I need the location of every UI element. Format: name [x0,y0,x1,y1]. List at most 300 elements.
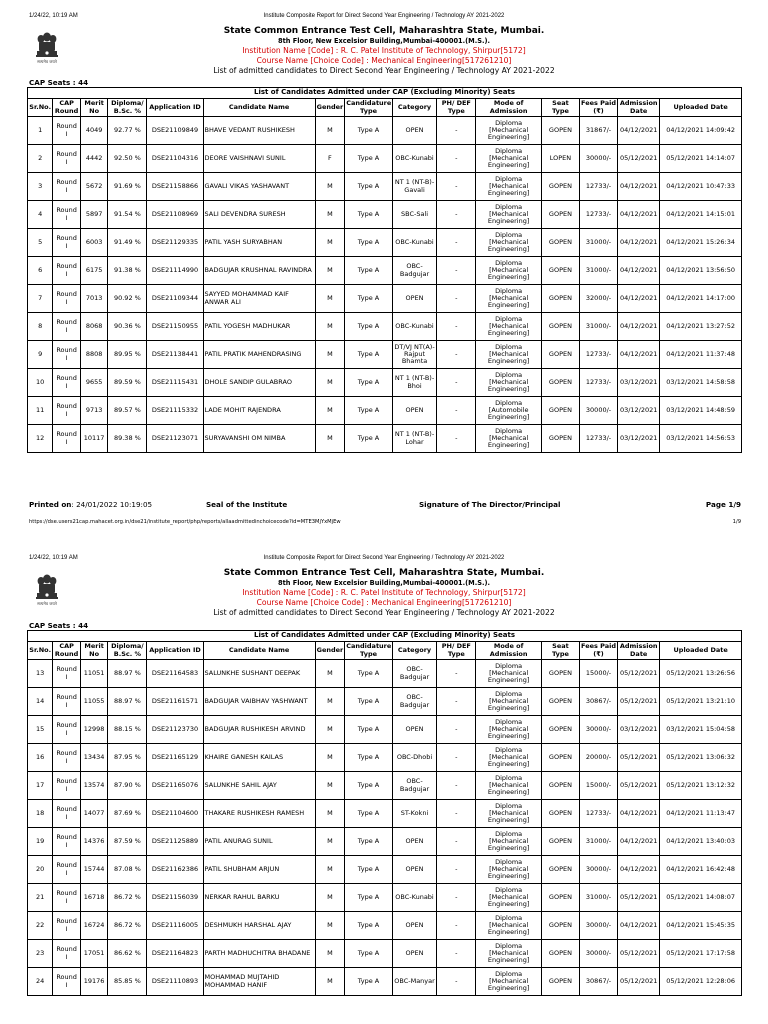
cell-diploma-percent: 89.95 % [108,341,147,369]
cell-fees-paid: 30000/- [579,912,617,940]
cell-candidature-type: Type A [345,688,393,716]
cell-seat-type: GOPEN [541,800,579,828]
cell-fees-paid: 12733/- [579,173,617,201]
seal-label: Seal of the Institute [206,500,288,509]
cell-candidate-name: DHOLE SANDIP GULABRAO [203,369,315,397]
cell-candidate-name: BADGUJAR RUSHIKESH ARVIND [203,716,315,744]
cell-cap-round: Round I [53,313,80,341]
cell-admission-date: 04/12/2021 [618,828,660,856]
cell-candidature-type: Type A [345,856,393,884]
cell-ph-def-type: - [437,229,476,257]
table-row [28,688,742,716]
cell-gender: M [315,341,345,369]
emblem-motto: सत्यमेव जयते [37,601,57,606]
org-name: State Common Entrance Test Cell, Maharashtra State, Mumbai. [223,568,545,578]
cell-application-id: DSE21123730 [147,716,203,744]
cell-seat-type: GOPEN [541,744,579,772]
cell-diploma-percent: 87.95 % [108,744,147,772]
table-row [28,285,742,313]
cell-mode-of-admission: Diploma [Automobile Engineering] [476,397,542,425]
cell-candidature-type: Type A [345,145,393,173]
cell-fees-paid: 12733/- [579,341,617,369]
cell-mode-of-admission: Diploma [Mechanical Engineering] [476,313,542,341]
cell-candidature-type: Type A [345,341,393,369]
cell-merit-no: 6003 [80,229,107,257]
cell-sr-no: 13 [28,660,53,688]
cell-diploma-percent: 86.62 % [108,940,147,968]
cell-sr-no: 5 [28,229,53,257]
cell-ph-def-type: - [437,912,476,940]
cell-merit-no: 5672 [80,173,107,201]
table-body [28,660,742,996]
cell-ph-def-type: - [437,940,476,968]
cell-admission-date: 04/12/2021 [618,341,660,369]
cap-seats: CAP Seats : 44 [29,621,89,630]
cell-fees-paid: 30000/- [579,145,617,173]
cell-ph-def-type: - [437,201,476,229]
cell-category: OBC-Badgujar [392,257,436,285]
cell-cap-round: Round I [53,201,80,229]
col-header-seat-type: Seat Type [541,642,579,660]
org-name: State Common Entrance Test Cell, Maharashtra State, Mumbai. [223,26,545,36]
cell-merit-no: 4442 [80,145,107,173]
cell-cap-round: Round I [53,940,80,968]
column-headers [28,99,742,117]
cell-admission-date: 04/12/2021 [618,856,660,884]
cell-diploma-percent: 85.85 % [108,968,147,996]
cell-application-id: DSE21125889 [147,828,203,856]
cell-seat-type: GOPEN [541,772,579,800]
document-title: Institute Composite Report for Direct Second Year Engineering / Technology AY 2021-2022 [263,555,505,561]
printed-on-value: : 24/01/2022 10:19:05 [71,500,153,509]
cell-cap-round: Round I [53,341,80,369]
cell-admission-date: 03/12/2021 [618,425,660,453]
cell-diploma-percent: 87.90 % [108,772,147,800]
cell-application-id: DSE21104600 [147,800,203,828]
cell-application-id: DSE21110893 [147,968,203,996]
cell-diploma-percent: 89.57 % [108,397,147,425]
cell-seat-type: GOPEN [541,173,579,201]
cell-admission-date: 05/12/2021 [618,940,660,968]
table-row [28,856,742,884]
cell-gender: M [315,912,345,940]
col-header-seat-type: Seat Type [541,99,579,117]
cell-category: OBC-Manyar [392,968,436,996]
cell-merit-no: 15744 [80,856,107,884]
table-row [28,173,742,201]
cell-diploma-percent: 87.69 % [108,800,147,828]
cell-candidate-name: THAKARE RUSHIKESH RAMESH [203,800,315,828]
cell-admission-date: 04/12/2021 [618,229,660,257]
cell-ph-def-type: - [437,660,476,688]
cell-cap-round: Round I [53,145,80,173]
cell-ph-def-type: - [437,285,476,313]
cell-category: OPEN [392,940,436,968]
cell-application-id: DSE21165129 [147,744,203,772]
cell-uploaded-date: 05/12/2021 13:12:32 [660,772,742,800]
cell-admission-date: 05/12/2021 [618,660,660,688]
cell-candidature-type: Type A [345,912,393,940]
col-header-application-id: Application ID [147,99,203,117]
table-row [28,117,742,145]
cell-admission-date: 04/12/2021 [618,912,660,940]
cell-candidature-type: Type A [345,229,393,257]
cell-uploaded-date: 05/12/2021 17:17:58 [660,940,742,968]
cell-uploaded-date: 04/12/2021 16:42:48 [660,856,742,884]
cell-gender: M [315,173,345,201]
table-row [28,397,742,425]
institution-name: Institution Name [Code] : R. C. Patel Institute of Technology, Shirpur[5172] [242,588,526,597]
cell-cap-round: Round I [53,856,80,884]
col-header-candidature-type: Candidature Type [346,642,392,658]
cell-application-id: DSE21116005 [147,912,203,940]
col-header-ph-def-type: PH/ DEF Type [437,642,476,660]
cell-mode-of-admission: Diploma [Mechanical Engineering] [476,744,542,772]
cell-category: OPEN [392,285,436,313]
cell-candidate-name: SALUNKHE SAHIL AJAY [203,772,315,800]
cell-application-id: DSE21164823 [147,940,203,968]
cell-fees-paid: 30000/- [579,856,617,884]
cell-category: OPEN [392,856,436,884]
col-header-sr-no: Sr.No. [28,642,53,660]
cell-candidate-name: PARTH MADHUCHITRA BHADANE [203,940,315,968]
cell-merit-no: 8068 [80,313,107,341]
cell-gender: M [315,229,345,257]
cell-diploma-percent: 88.97 % [108,660,147,688]
col-header-fees-paid: Fees Paid (₹) [581,99,616,115]
cell-mode-of-admission: Diploma [Mechanical Engineering] [476,369,542,397]
cap-seats: CAP Seats : 44 [29,78,89,87]
cell-sr-no: 12 [28,425,53,453]
table-row [28,940,742,968]
cell-uploaded-date: 04/12/2021 10:47:33 [660,173,742,201]
cell-candidature-type: Type A [345,285,393,313]
cell-admission-date: 05/12/2021 [618,688,660,716]
cell-candidate-name: PATIL YOGESH MADHUKAR [203,313,315,341]
cell-mode-of-admission: Diploma [Mechanical Engineering] [476,117,542,145]
cell-merit-no: 16718 [80,884,107,912]
cell-category: ST-Kokni [392,800,436,828]
cell-sr-no: 18 [28,800,53,828]
col-header-category: Category [392,99,436,117]
cell-seat-type: GOPEN [541,940,579,968]
cell-sr-no: 17 [28,772,53,800]
col-header-uploaded-date: Uploaded Date [660,642,742,660]
cell-fees-paid: 15000/- [579,772,617,800]
cell-uploaded-date: 03/12/2021 14:58:58 [660,369,742,397]
cell-mode-of-admission: Diploma [Mechanical Engineering] [476,660,542,688]
cell-gender: M [315,257,345,285]
cell-sr-no: 10 [28,369,53,397]
cell-candidature-type: Type A [345,397,393,425]
cell-fees-paid: 15000/- [579,660,617,688]
cell-candidate-name: PATIL YASH SURYABHAN [203,229,315,257]
cell-gender: M [315,285,345,313]
cell-merit-no: 12998 [80,716,107,744]
column-headers [28,642,742,660]
col-header-ph-def-type: PH/ DEF Type [437,99,476,117]
cell-uploaded-date: 05/12/2021 13:21:10 [660,688,742,716]
url-page-number: 1/9 [732,519,741,525]
cell-cap-round: Round I [53,800,80,828]
col-header-admission-date: Admission Date [618,99,660,117]
cell-fees-paid: 31000/- [579,828,617,856]
cell-mode-of-admission: Diploma [Mechanical Engineering] [476,285,542,313]
col-header-category: Category [392,642,436,660]
col-header-sr-no: Sr.No. [28,99,53,117]
cell-candidate-name: SALUNKHE SUSHANT DEEPAK [203,660,315,688]
cell-cap-round: Round I [53,229,80,257]
document-title: Institute Composite Report for Direct Second Year Engineering / Technology AY 2021-2022 [263,13,505,19]
cell-candidature-type: Type A [345,716,393,744]
cell-uploaded-date: 04/12/2021 14:09:42 [660,117,742,145]
cell-cap-round: Round I [53,660,80,688]
cell-merit-no: 14376 [80,828,107,856]
cell-cap-round: Round I [53,425,80,453]
org-address: 8th Floor, New Excelsior Building,Mumbai-400001.(M.S.). [278,37,490,45]
col-header-cap-round: CAP Round [53,99,80,117]
cell-admission-date: 05/12/2021 [618,744,660,772]
cell-ph-def-type: - [437,716,476,744]
cell-application-id: DSE21104316 [147,145,203,173]
institution-name: Institution Name [Code] : R. C. Patel Institute of Technology, Shirpur[5172] [242,46,526,55]
cell-category: OBC-Badgujar [392,772,436,800]
cell-merit-no: 19176 [80,968,107,996]
cell-candidate-name: DEORE VAISHNAVI SUNIL [203,145,315,173]
cell-application-id: DSE21158866 [147,173,203,201]
printed-on-label: Printed on [29,500,72,509]
cell-diploma-percent: 86.72 % [108,884,147,912]
cell-category: NT 1 (NT-B)-Bhoi [392,369,436,397]
cell-ph-def-type: - [437,397,476,425]
table-row [28,884,742,912]
cell-mode-of-admission: Diploma [Mechanical Engineering] [476,912,542,940]
cell-sr-no: 24 [28,968,53,996]
cell-application-id: DSE21109344 [147,285,203,313]
cell-admission-date: 05/12/2021 [618,884,660,912]
cell-uploaded-date: 04/12/2021 11:13:47 [660,800,742,828]
cell-mode-of-admission: Diploma [Mechanical Engineering] [476,688,542,716]
cell-application-id: DSE21115431 [147,369,203,397]
cell-cap-round: Round I [53,688,80,716]
cell-candidate-name: GAVALI VIKAS YASHAVANT [203,173,315,201]
table-row [28,369,742,397]
col-header-admission-date: Admission Date [618,642,660,660]
cell-merit-no: 7013 [80,285,107,313]
cell-admission-date: 05/12/2021 [618,772,660,800]
cell-ph-def-type: - [437,968,476,996]
cell-mode-of-admission: Diploma [Mechanical Engineering] [476,968,542,996]
cell-mode-of-admission: Diploma [Mechanical Engineering] [476,173,542,201]
cell-application-id: DSE21165076 [147,772,203,800]
cell-fees-paid: 12733/- [579,369,617,397]
cell-gender: M [315,397,345,425]
cell-fees-paid: 30867/- [579,968,617,996]
cell-candidature-type: Type A [345,744,393,772]
cell-merit-no: 10117 [80,425,107,453]
cell-sr-no: 23 [28,940,53,968]
cell-diploma-percent: 90.92 % [108,285,147,313]
cell-application-id: DSE21123071 [147,425,203,453]
col-header-merit-no: Merit No [80,642,107,660]
cell-mode-of-admission: Diploma [Mechanical Engineering] [476,145,542,173]
cell-fees-paid: 31000/- [579,313,617,341]
cell-diploma-percent: 89.59 % [108,369,147,397]
col-header-diploma-percent: Diploma/ B.Sc. % [108,99,147,117]
signature-label: Signature of The Director/Principal [419,500,561,509]
cell-ph-def-type: - [437,173,476,201]
cell-uploaded-date: 03/12/2021 14:56:53 [660,425,742,453]
cell-candidature-type: Type A [345,117,393,145]
cell-category: OPEN [392,828,436,856]
cell-ph-def-type: - [437,856,476,884]
cell-mode-of-admission: Diploma [Mechanical Engineering] [476,940,542,968]
report-heading [0,568,768,618]
cell-uploaded-date: 04/12/2021 13:56:50 [660,257,742,285]
cell-uploaded-date: 04/12/2021 11:37:48 [660,341,742,369]
cell-candidate-name: PATIL PRATIK MAHENDRASING [203,341,315,369]
cell-candidate-name: SALI DEVENDRA SURESH [203,201,315,229]
cell-fees-paid: 30000/- [579,940,617,968]
cell-category: OBC-Badgujar [392,660,436,688]
cell-seat-type: GOPEN [541,425,579,453]
cell-cap-round: Round I [53,285,80,313]
cell-candidature-type: Type A [345,884,393,912]
cell-fees-paid: 12733/- [579,201,617,229]
org-address: 8th Floor, New Excelsior Building,Mumbai-400001.(M.S.). [278,579,490,587]
table-row [28,772,742,800]
cell-candidature-type: Type A [345,772,393,800]
cell-cap-round: Round I [53,744,80,772]
cell-merit-no: 4049 [80,117,107,145]
col-header-mode-of-admission: Mode of Admission [476,99,542,117]
cell-category: OBC-Dhobi [392,744,436,772]
cell-fees-paid: 12733/- [579,425,617,453]
emblem-motto: सत्यमेव जयते [37,59,57,64]
cell-sr-no: 1 [28,117,53,145]
cell-sr-no: 3 [28,173,53,201]
cell-mode-of-admission: Diploma [Mechanical Engineering] [476,201,542,229]
table-row [28,660,742,688]
cell-category: OPEN [392,397,436,425]
cell-gender: M [315,369,345,397]
col-header-fees-paid: Fees Paid (₹) [581,642,616,658]
cell-diploma-percent: 91.38 % [108,257,147,285]
cell-seat-type: GOPEN [541,201,579,229]
cell-diploma-percent: 90.36 % [108,313,147,341]
cell-merit-no: 9655 [80,369,107,397]
cell-mode-of-admission: Diploma [Mechanical Engineering] [476,341,542,369]
admitted-candidates-table [27,87,742,453]
cell-ph-def-type: - [437,884,476,912]
cell-candidate-name: BADGUJAR KRUSHNAL RAVINDRA [203,257,315,285]
cell-gender: M [315,117,345,145]
cell-mode-of-admission: Diploma [Mechanical Engineering] [476,257,542,285]
cell-category: OBC-Badgujar [392,688,436,716]
cell-category: OPEN [392,912,436,940]
cell-seat-type: GOPEN [541,229,579,257]
cell-cap-round: Round I [53,117,80,145]
cell-fees-paid: 12733/- [579,800,617,828]
cell-ph-def-type: - [437,117,476,145]
cell-seat-type: GOPEN [541,369,579,397]
cell-candidate-name: PATIL SHUBHAM ARJUN [203,856,315,884]
cell-seat-type: GOPEN [541,397,579,425]
cell-uploaded-date: 04/12/2021 14:17:00 [660,285,742,313]
cell-gender: M [315,800,345,828]
cell-seat-type: GOPEN [541,660,579,688]
cell-category: NT 1 (NT-B)-Lohar [392,425,436,453]
cell-ph-def-type: - [437,257,476,285]
cell-application-id: DSE21129335 [147,229,203,257]
cell-fees-paid: 31000/- [579,257,617,285]
cell-admission-date: 04/12/2021 [618,285,660,313]
cell-seat-type: LOPEN [541,145,579,173]
cell-uploaded-date: 05/12/2021 14:08:07 [660,884,742,912]
cell-merit-no: 17051 [80,940,107,968]
cell-merit-no: 9713 [80,397,107,425]
cell-cap-round: Round I [53,772,80,800]
cell-admission-date: 04/12/2021 [618,800,660,828]
cell-merit-no: 16724 [80,912,107,940]
col-header-candidate-name: Candidate Name [203,642,315,660]
cell-ph-def-type: - [437,425,476,453]
col-header-candidature-type: Candidature Type [346,99,392,115]
cell-merit-no: 13574 [80,772,107,800]
cell-candidature-type: Type A [345,968,393,996]
cell-sr-no: 6 [28,257,53,285]
table-caption: List of Candidates Admitted under CAP (Excluding Minority) Seats [28,631,742,642]
cell-merit-no: 11055 [80,688,107,716]
cell-category: OPEN [392,117,436,145]
admitted-candidates-table [27,630,742,996]
col-header-gender: Gender [315,642,345,660]
cell-candidate-name: SURYAVANSHI OM NIMBA [203,425,315,453]
cell-ph-def-type: - [437,145,476,173]
cell-gender: M [315,884,345,912]
cell-admission-date: 05/12/2021 [618,145,660,173]
table-row [28,313,742,341]
cell-mode-of-admission: Diploma [Mechanical Engineering] [476,425,542,453]
table-row [28,716,742,744]
cell-sr-no: 14 [28,688,53,716]
cell-cap-round: Round I [53,397,80,425]
table-row [28,744,742,772]
cell-sr-no: 7 [28,285,53,313]
print-datetime: 1/24/22, 10:19 AM [29,13,78,19]
cell-seat-type: GOPEN [541,856,579,884]
cell-gender: M [315,425,345,453]
list-title: List of admitted candidates to Direct Second Year Engineering / Technology AY 2021-2022 [213,66,555,75]
cell-diploma-percent: 87.59 % [108,828,147,856]
cell-admission-date: 04/12/2021 [618,257,660,285]
cell-candidate-name: BHAVE VEDANT RUSHIKESH [203,117,315,145]
cell-ph-def-type: - [437,828,476,856]
cell-candidature-type: Type A [345,313,393,341]
table-row [28,229,742,257]
cell-mode-of-admission: Diploma [Mechanical Engineering] [476,229,542,257]
cell-merit-no: 14077 [80,800,107,828]
table-row [28,201,742,229]
cell-candidate-name: PATIL ANURAG SUNIL [203,828,315,856]
cell-ph-def-type: - [437,369,476,397]
cell-uploaded-date: 05/12/2021 13:26:56 [660,660,742,688]
page-url [29,519,741,525]
cell-merit-no: 8808 [80,341,107,369]
table-body [28,117,742,453]
cell-admission-date: 04/12/2021 [618,173,660,201]
cell-sr-no: 19 [28,828,53,856]
